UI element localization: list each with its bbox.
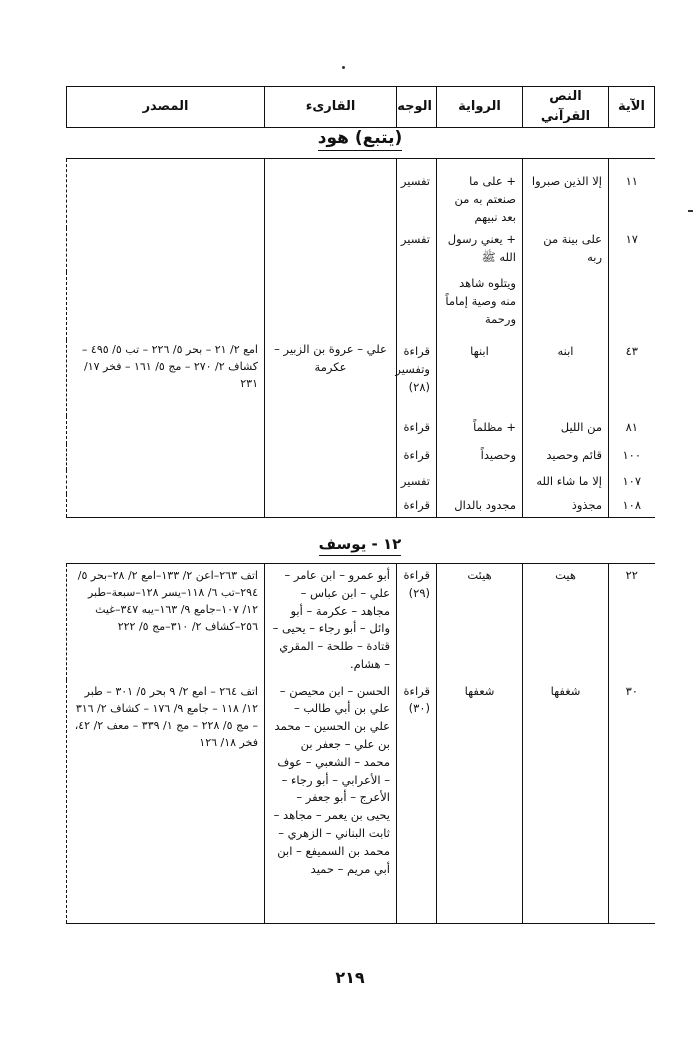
- aya-number: ٢٢: [609, 564, 655, 680]
- aya-number: ٣٠: [609, 680, 655, 924]
- aya-number: [609, 272, 655, 340]
- scan-speck: [688, 210, 693, 212]
- qari-cell: [265, 159, 397, 518]
- qari-text: أبو عمرو – ابن عامر – علي – ابن عباس – مجاهد – عكرمة – أبو وائل – أبو رجاء – يحيى – قتادة – طلحة – المقري – هشام.: [265, 564, 397, 680]
- section-title: [66, 128, 654, 148]
- header-riwaya: الرواية: [437, 87, 523, 128]
- table-row: [67, 564, 655, 680]
- table-row: [67, 159, 655, 229]
- header-quran-text: النص القرآني: [523, 87, 609, 128]
- riwaya-text: وحصيداً: [437, 444, 523, 470]
- page-number: ٢١٩: [335, 968, 365, 987]
- riwaya-text: ابنها: [437, 340, 523, 416]
- header-source: المصدر: [67, 87, 265, 128]
- quran-text: على بينة من ربه: [523, 228, 609, 272]
- riwaya-text: شعفها: [437, 680, 523, 924]
- section1-table: [66, 158, 655, 518]
- quran-text: إلا الذين صبروا: [523, 159, 609, 229]
- riwaya-text: هيئت: [437, 564, 523, 680]
- wajh-text: [397, 272, 437, 340]
- header-aya: الآية: [609, 87, 655, 128]
- riwaya-text: + على ما صنعتم به من بعد نبيهم: [437, 159, 523, 229]
- quran-text: إلا ما شاء الله: [523, 470, 609, 494]
- scan-speck: [342, 66, 345, 69]
- aya-number: ١٠٨: [609, 494, 655, 517]
- wajh-text: قراءة: [397, 494, 437, 517]
- wajh-text: قراءة وتفسير (٢٨): [397, 340, 437, 416]
- aya-number: ١٠٧: [609, 470, 655, 494]
- source-text: اتف ٢٦٣–اعن ٢/ ١٣٣–امع ٢/ ٢٨–بحر ٥/ ٢٩٤–تب ٦/ ١١٨–يسر ١٢٨–سبعة–طبر ١٢/ ١٠٧–جامع ٩/ ١٦٣–يبه ٣٤٧–غيث ٢٥٦–كشاف ٢/ ٣١٠–مج ٥/ ٢٢٢: [67, 564, 265, 680]
- aya-number: ٤٣: [609, 340, 655, 416]
- riwaya-text: ويتلوه شاهد منه وصية إماماً ورحمة: [437, 272, 523, 340]
- riwaya-text: [437, 470, 523, 494]
- wajh-text: قراءة: [397, 416, 437, 444]
- quran-text: [523, 272, 609, 340]
- qari-text: الحسن – ابن محيصن – علي بن أبي طالب – علي بن الحسين – محمد بن علي – جعفر بن محمد – الشعبي – عوف – الأعرابي – أبو رجاء – الأعرج – أبو جعفر – يحيى بن يعمر – مجاهد – ثابت البناني – الزهري – محمد بن السميفع – ابن أبي مريم – حميد: [265, 680, 397, 924]
- header-row: [67, 87, 655, 128]
- wajh-text: تفسير: [397, 159, 437, 229]
- quran-text: مجذوذ: [523, 494, 609, 517]
- quran-text: هيت: [523, 564, 609, 680]
- aya-number: ١١: [609, 159, 655, 229]
- aya-number: ١٠٠: [609, 444, 655, 470]
- source-text: اتف ٢٦٤ – امع ٢/ ٩ بحر ٥/ ٣٠١ – طبر ١٢/ ١١٨ – جامع ٩/ ١٧٦ – كشاف ٢/ ٣١٦ – مج ٥/ ٢٢٨ – مج ١/ ٣٣٩ – معف ٢/ ٤٢، فخر ١٨/ ١٢٦: [67, 680, 265, 924]
- section-title: [66, 535, 654, 553]
- quran-text: قائم وحصيد: [523, 444, 609, 470]
- header-table: [66, 86, 655, 128]
- section-title-text: ١٢ - يوسف: [319, 535, 402, 556]
- table-row: [67, 680, 655, 924]
- section2-table: [66, 563, 655, 924]
- wajh-text: تفسير: [397, 228, 437, 272]
- quran-text: ابنه: [523, 340, 609, 416]
- riwaya-text: + يعني رسول الله ﷺ: [437, 228, 523, 272]
- aya-number: ٨١: [609, 416, 655, 444]
- qari-text: علي – عروة بن الزبير – عكرمة: [274, 342, 387, 374]
- header-qari: القارىء: [265, 87, 397, 128]
- wajh-text: قراءة: [397, 444, 437, 470]
- wajh-text: قراءة (٣٠): [397, 680, 437, 924]
- riwaya-text: + مظلماً: [437, 416, 523, 444]
- header-wajh: الوجه: [397, 87, 437, 128]
- section-title-text: (يتبع) هود: [318, 128, 403, 151]
- riwaya-text: مجدود بالدال: [437, 494, 523, 517]
- aya-number: ١٧: [609, 228, 655, 272]
- wajh-text: تفسير: [397, 470, 437, 494]
- source-text: امع ٢/ ٢١ – بحر ٥/ ٢٢٦ – تب ٥/ ٤٩٥ – كشاف ٢/ ٢٧٠ – مج ٥/ ١٦١ – فخر ١٧/ ٢٣١: [81, 343, 258, 391]
- wajh-text: قراءة (٢٩): [397, 564, 437, 680]
- source-cell: [67, 159, 265, 518]
- quran-text: من الليل: [523, 416, 609, 444]
- quran-text: شغفها: [523, 680, 609, 924]
